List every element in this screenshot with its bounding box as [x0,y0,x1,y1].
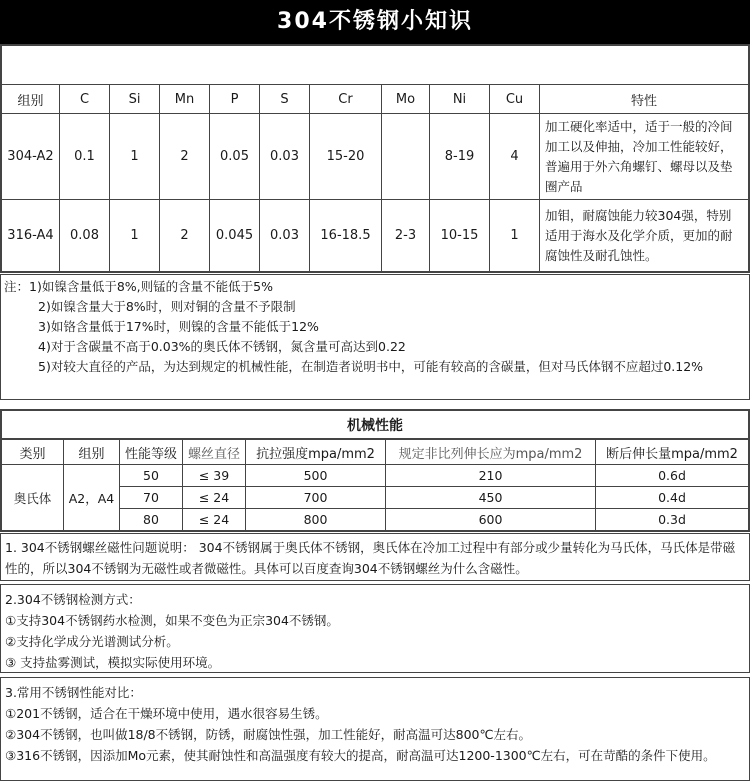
section-title: 机械性能 [2,411,749,440]
header-cell: 抗拉强度mpa/mm2 [246,439,386,465]
value-cell: 500 [246,465,386,487]
info-text: 1. 304不锈钢螺丝磁性问题说明： 304不锈钢属于奥氏体不锈钢，奥氏体在冷加工过程中有部分或少量转化为马氏体，马氏体是带磁性的，所以304不锈钢为无磁性或者微磁性。具体可以百度查询304不锈钢螺丝为什么含磁性。 [5,540,736,576]
value-cell: 1 [110,114,160,200]
header-cell: 规定非比列伸长应为mpa/mm2 [386,439,596,465]
value-cell: 0.6d [596,465,749,487]
value-cell: ≤ 24 [183,487,246,509]
header-cell: 类别 [2,439,64,465]
grade-cell: 316-A4 [2,200,60,272]
value-cell: ≤ 39 [183,465,246,487]
header-cell: P [210,85,260,114]
info-item: ③316不锈钢，因添加Mo元素，使其耐蚀性和高温强度有较大的提高，耐高温可达1200-1300℃左右，可在苛酷的条件下使用。 [5,748,716,763]
header-cell: 组别 [2,85,60,114]
info-item: ②304不锈钢，也叫做18/8不锈钢，防锈，耐腐蚀性强，加工性能好，耐高温可达800℃左右。 [5,727,532,742]
value-cell: 700 [246,487,386,509]
notes-box [0,274,750,400]
notes-label: 注： [4,279,30,294]
value-cell: 0.08 [60,200,110,272]
table-row [2,114,749,200]
value-cell: 2-3 [382,200,430,272]
header-cell: Ni [430,85,490,114]
value-cell: 0.05 [210,114,260,200]
header-cell: Mn [160,85,210,114]
header-cell: Si [110,85,160,114]
value-cell: 16-18.5 [310,200,382,272]
note-item: 1)如镍含量低于8%,则锰的含量不能低于5% [29,279,273,294]
composition-header-row [2,85,749,114]
header-cell: 性能等级 [120,439,183,465]
value-cell: 800 [246,509,386,531]
value-cell: 4 [490,114,540,200]
mechanical-header-row [2,439,749,465]
value-cell: 8-19 [430,114,490,200]
value-cell: ≤ 24 [183,509,246,531]
header-cell: 组别 [64,439,120,465]
info-heading: 2.304不锈钢检测方式： [5,592,141,607]
note-item: 2)如镍含量大于8%时，则对铜的含量不予限制 [38,299,296,314]
value-cell: 80 [120,509,183,531]
header-cell: Mo [382,85,430,114]
property-cell: 加钼，耐腐蚀能力较304强，特别适用于海水及化学介质，更加的耐腐蚀性及耐孔蚀性。 [540,200,749,272]
info-item: ③ 支持盐雾测试，模拟实际使用环境。 [5,655,221,670]
header-cell: Cr [310,85,382,114]
info-item: ①201不锈钢，适合在干燥环境中使用，遇水很容易生锈。 [5,706,328,721]
info-item: ①支持304不锈钢药水检测，如果不变色为正宗304不锈钢。 [5,613,339,628]
note-item: 4)对于含碳量不高于0.03%的奥氏体不锈钢，氮含量可高达到0.22 [38,339,406,354]
comparison-info [0,677,750,781]
group-cell: A2，A4 [64,465,120,531]
header-cell: 螺丝直径 [183,439,246,465]
value-cell: 1 [490,200,540,272]
table-row [2,200,749,272]
table-row [2,465,749,487]
magnetism-info [0,533,750,581]
value-cell: 15-20 [310,114,382,200]
value-cell: 600 [386,509,596,531]
note-line [4,277,746,297]
spacer-row [2,46,749,85]
header-cell: Cu [490,85,540,114]
header-cell: 特性 [540,85,749,114]
value-cell: 10-15 [430,200,490,272]
value-cell: 2 [160,200,210,272]
header-cell: C [60,85,110,114]
value-cell: 0.4d [596,487,749,509]
value-cell [382,114,430,200]
mechanical-table [0,409,750,532]
value-cell: 0.045 [210,200,260,272]
property-cell: 加工硬化率适中，适于一般的冷间加工以及伸抽，冷加工性能较好，普遍用于外六角螺钉、螺母以及垫圈产品 [540,114,749,200]
composition-table [0,44,750,273]
value-cell: 70 [120,487,183,509]
value-cell: 0.1 [60,114,110,200]
value-cell: 2 [160,114,210,200]
category-cell: 奥氏体 [2,465,64,531]
note-item: 5)对较大直径的产品，为达到规定的机械性能，在制造者说明书中，可能有较高的含碳量，但对马氏体钢不应超过0.12% [38,359,704,374]
value-cell: 0.03 [260,114,310,200]
header-cell: 断后伸长量mpa/mm2 [596,439,749,465]
detection-info [0,584,750,673]
value-cell: 0.03 [260,200,310,272]
header-cell: S [260,85,310,114]
value-cell: 50 [120,465,183,487]
info-item: ②支持化学成分光谱测试分析。 [5,634,179,649]
grade-cell: 304-A2 [2,114,60,200]
value-cell: 1 [110,200,160,272]
page-title: 304不锈钢小知识 [0,0,750,44]
value-cell: 0.3d [596,509,749,531]
note-item: 3)如铬含量低于17%时，则镍的含量不能低于12% [38,319,319,334]
value-cell: 450 [386,487,596,509]
info-heading: 3.常用不锈钢性能对比： [5,685,142,700]
value-cell: 210 [386,465,596,487]
